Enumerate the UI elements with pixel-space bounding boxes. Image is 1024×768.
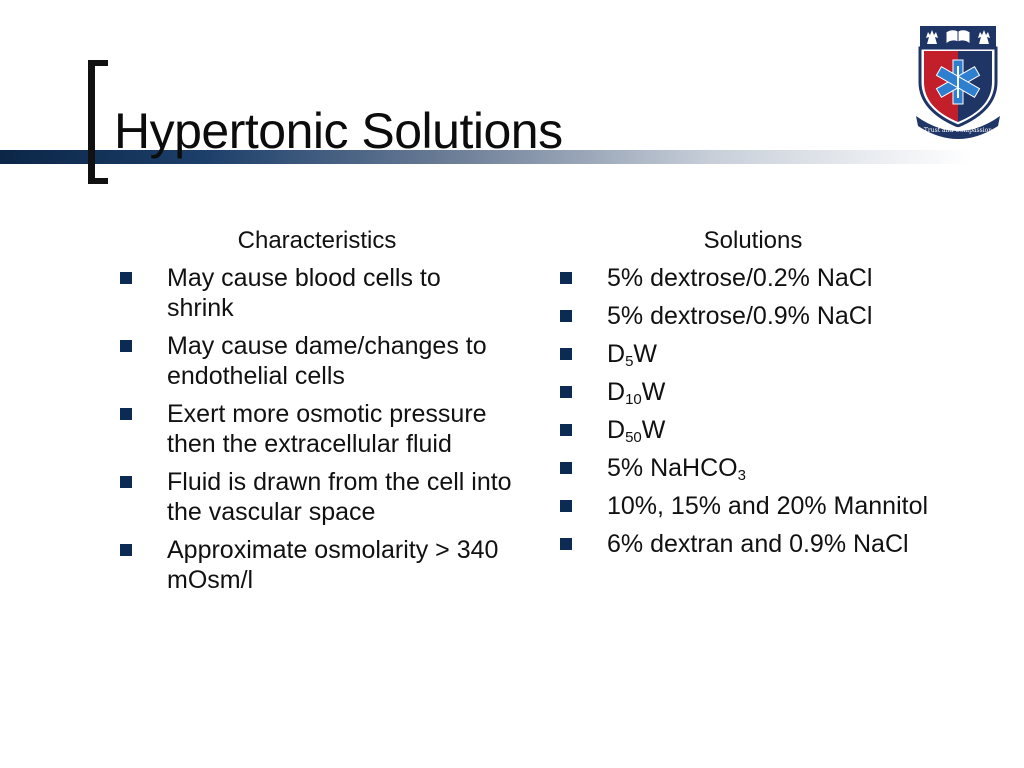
characteristics-column [112,226,512,603]
square-bullet-icon [560,386,572,398]
list-item-text: May cause blood cells to shrink [167,264,441,322]
list-item [112,331,512,391]
list-item [552,339,972,369]
list-item-text: Exert more osmotic pressure then the extracellular fluid [167,400,487,458]
square-bullet-icon [120,340,132,352]
list-item [552,529,972,559]
university-crest-icon [912,24,1004,142]
square-bullet-icon [560,462,572,474]
list-item-text: 5% dextrose/0.2% NaCl [607,264,873,292]
solutions-list [552,263,972,559]
slide-title: Hypertonic Solutions [114,103,563,159]
square-bullet-icon [120,408,132,420]
list-item [552,415,972,445]
solution-subscript: 50 [625,429,642,446]
square-bullet-icon [560,272,572,284]
solution-subscript: 10 [625,391,642,408]
solution-prefix: D [607,416,626,444]
characteristics-list [112,263,512,595]
list-item-text: Fluid is drawn from the cell into the vascular space [167,468,512,526]
solutions-column [552,226,972,567]
square-bullet-icon [560,424,572,436]
list-item [552,491,972,521]
list-item-text: Approximate osmolarity > 340 mOsm/l [167,536,499,594]
square-bullet-icon [560,310,572,322]
solution-prefix: D [607,340,626,368]
solution-suffix: W [641,416,666,444]
list-item [552,301,972,331]
title-bracket [88,60,108,184]
solution-prefix: D [607,378,626,406]
list-item [552,263,972,293]
square-bullet-icon [560,538,572,550]
square-bullet-icon [560,500,572,512]
solutions-heading: Solutions [703,227,803,254]
list-item-text: 10%, 15% and 20% Mannitol [607,492,929,520]
list-item-text: 6% dextran and 0.9% NaCl [607,530,909,558]
characteristics-heading: Characteristics [237,227,397,254]
solution-suffix: W [633,340,658,368]
list-item [112,263,512,323]
list-item [552,377,972,407]
square-bullet-icon [120,272,132,284]
list-item-text: 5% dextrose/0.9% NaCl [607,302,873,330]
solution-subscript: 5 [625,353,634,370]
square-bullet-icon [120,476,132,488]
solution-suffix: W [641,378,666,406]
list-item-text: May cause dame/changes to endothelial cells [167,332,487,390]
list-item [112,467,512,527]
square-bullet-icon [560,348,572,360]
crest-motto: Trust and Compassion [923,127,993,134]
square-bullet-icon [120,544,132,556]
solution-subscript: 3 [737,467,746,484]
list-item [112,535,512,595]
list-item [112,399,512,459]
list-item [552,453,972,483]
solution-prefix: 5% NaHCO [607,454,738,482]
open-book-icon [946,30,970,44]
